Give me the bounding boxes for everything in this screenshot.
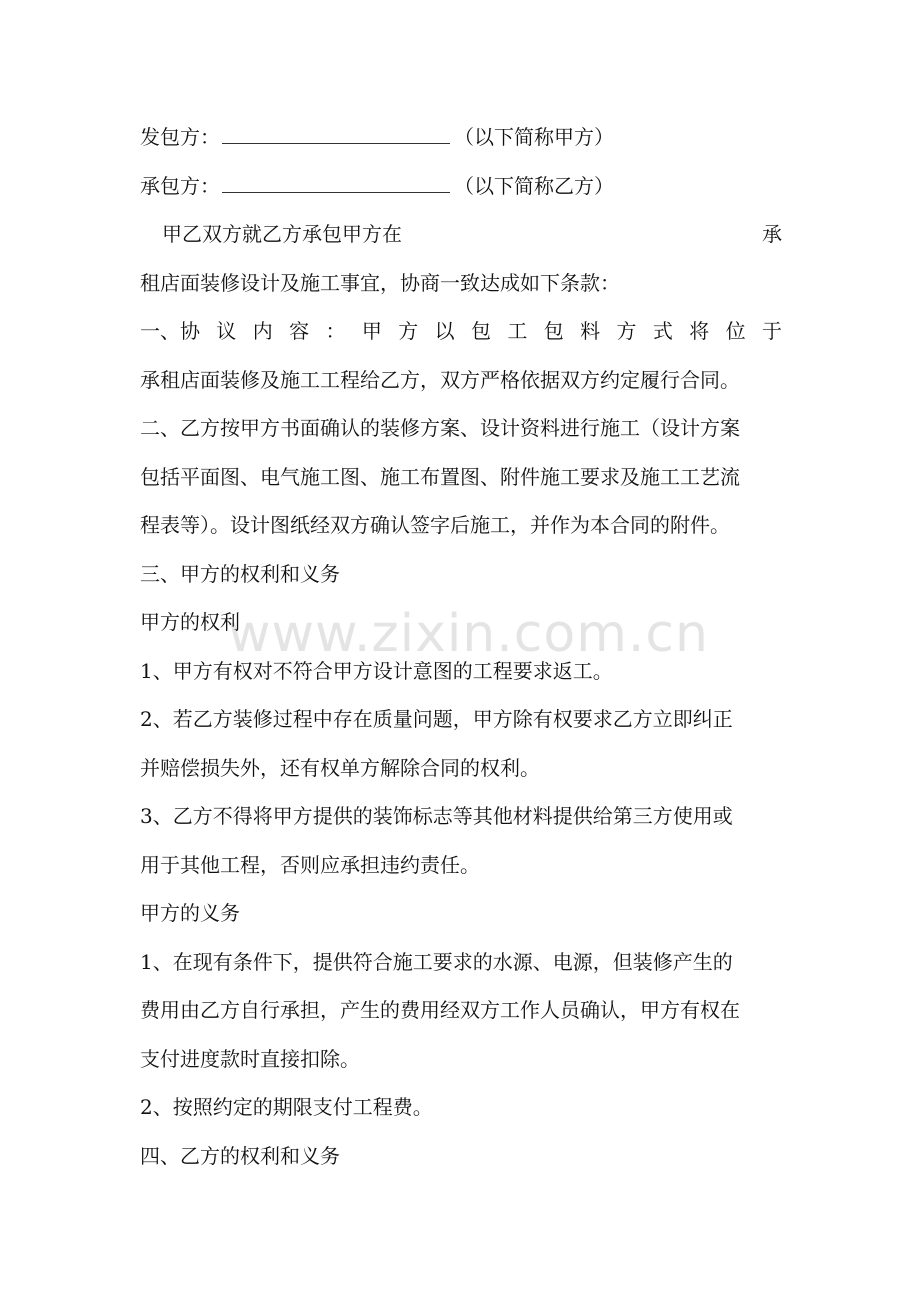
duty-item-1-line-3: 支付进度款时直接扣除。 bbox=[140, 1047, 360, 1071]
section-3-title: 三、甲方的权利和义务 bbox=[140, 562, 340, 586]
duties-title: 甲方的义务 bbox=[140, 901, 240, 925]
section-2-line-2: 包括平面图、电气施工图、施工布置图、附件施工要求及施工工艺流 bbox=[140, 465, 740, 489]
contractor-name-blank[interactable] bbox=[222, 125, 450, 144]
section-1-line-1: 一、协 议 内 容 ： 甲 方 以 包 工 包 料 方 式 将 位 于 bbox=[140, 319, 782, 343]
section-2-line-1: 二、乙方按甲方书面确认的装修方案、设计资料进行施工（设计方案 bbox=[140, 416, 740, 440]
duty-item-2: 2、按照约定的期限支付工程费。 bbox=[140, 1095, 433, 1119]
right-item-1: 1、甲方有权对不符合甲方设计意图的工程要求返工。 bbox=[140, 659, 613, 683]
right-item-2-line-2: 并赔偿损失外，还有权单方解除合同的权利。 bbox=[140, 756, 540, 780]
right-item-2-line-1: 2、若乙方装修过程中存在质量问题，甲方除有权要求乙方立即纠正 bbox=[140, 707, 733, 731]
contractee-line bbox=[140, 172, 782, 200]
section-4-title: 四、乙方的权利和义务 bbox=[140, 1144, 340, 1168]
intro-line-1-right: 承 bbox=[762, 222, 782, 246]
duty-item-1-line-1: 1、在现有条件下，提供符合施工要求的水源、电源，但装修产生的 bbox=[140, 950, 733, 974]
intro-line-1-left: 甲乙双方就乙方承包甲方在 bbox=[162, 222, 402, 246]
watermark: www.zixin.com.cn bbox=[228, 604, 709, 664]
contractor-label: 发包方： bbox=[140, 125, 220, 149]
rights-title: 甲方的权利 bbox=[140, 610, 240, 634]
contractee-suffix: （以下简称乙方） bbox=[454, 174, 614, 198]
right-item-3-line-1: 3、乙方不得将甲方提供的装饰标志等其他材料提供给第三方使用或 bbox=[140, 804, 733, 828]
contractee-name-blank[interactable] bbox=[222, 174, 450, 193]
contractor-line bbox=[140, 123, 782, 151]
duty-item-1-line-2: 费用由乙方自行承担，产生的费用经双方工作人员确认，甲方有权在 bbox=[140, 998, 740, 1022]
intro-line-1 bbox=[140, 220, 782, 248]
contractor-suffix: （以下简称甲方） bbox=[454, 125, 614, 149]
section-2-line-3: 程表等）。设计图纸经双方确认签字后施工，并作为本合同的附件。 bbox=[140, 513, 730, 537]
contractee-label: 承包方： bbox=[140, 174, 220, 198]
right-item-3-line-2: 用于其他工程，否则应承担违约责任。 bbox=[140, 853, 480, 877]
intro-line-2: 租店面装修设计及施工事宜，协商一致达成如下条款： bbox=[140, 271, 620, 295]
section-1-line-2: 承租店面装修及施工工程给乙方，双方严格依据双方约定履行合同。 bbox=[140, 368, 740, 392]
